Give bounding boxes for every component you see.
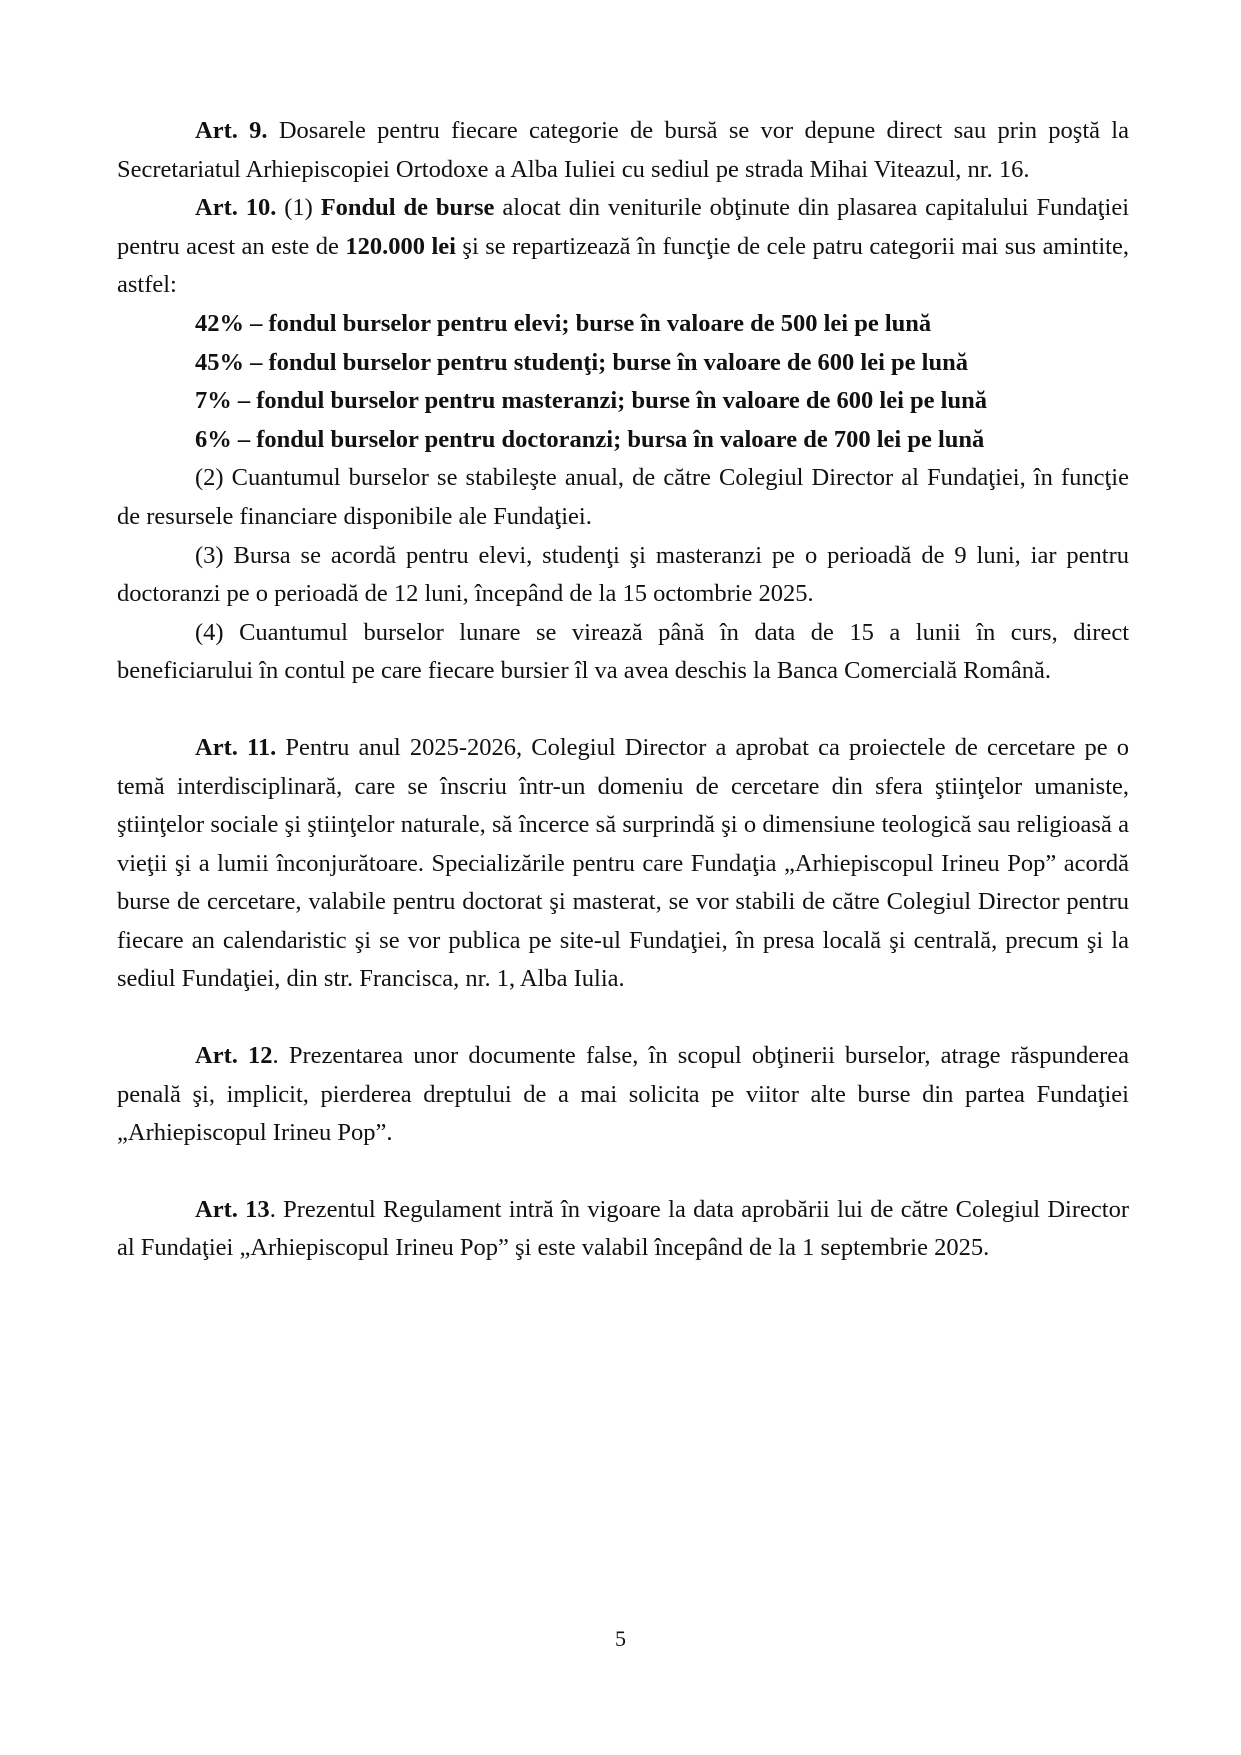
article-13 <box>117 1191 1129 1268</box>
article-13-text: . Prezentul Regulament intră în vigoare la data aprobării lui de către Colegiul Director al Fundaţiei „Arhiepiscopul Irineu Pop” şi este valabil începând de la 1 septembrie 2025. <box>117 1195 1129 1262</box>
article-11-label: Art. 11. <box>195 733 277 761</box>
article-12-text: . Prezentarea unor documente false, în scopul obţinerii burselor, atrage răspunderea penală şi, implicit, pierderea dreptului de a mai solicita pe viitor alte burse din partea Fundaţiei „Arhiepiscopul Irineu Pop”. <box>117 1042 1129 1147</box>
scholarship-fund-term: Fondul de burse <box>320 194 495 222</box>
article-10-label: Art. 10. <box>195 194 277 222</box>
allocation-list <box>117 305 1129 459</box>
article-9-label: Art. 9. <box>195 117 268 144</box>
article-13-label: Art. 13 <box>195 1195 270 1223</box>
fund-amount: 120.000 lei <box>345 232 456 260</box>
article-10-paragraph-3: (3) Bursa se acordă pentru elevi, studenţi şi masteranzi pe o perioadă de 9 luni, iar pentru doctoranzi pe o perioadă de 12 luni, începând de la 15 octombrie 2025. <box>117 541 1129 608</box>
article-10-p1-mid: alocat din veniturile obţinute din plasarea capitalului Fundaţiei pentru acest an este de <box>117 194 1130 260</box>
article-9 <box>117 112 1129 189</box>
spacer <box>117 691 1129 729</box>
allocation-item-doctoranzi: 6% – fondul burselor pentru doctoranzi; bursa în valoare de 700 lei pe lună <box>195 425 985 453</box>
article-12-label: Art. 12 <box>195 1042 273 1070</box>
article-10-paragraph-1 <box>117 189 1129 305</box>
article-10-p1-prefix: (1) <box>276 194 321 222</box>
article-12 <box>117 1037 1129 1153</box>
allocation-item-elevi: 42% – fondul burselor pentru elevi; burse în valoare de 500 lei pe lună <box>195 309 932 337</box>
page-number: 5 <box>615 1626 626 1651</box>
spacer <box>117 999 1129 1037</box>
article-10-paragraph-2: (2) Cuantumul burselor se stabileşte anual, de către Colegiul Director al Fundaţiei, în funcţie de resursele financiare disponibile ale Fundaţiei. <box>117 464 1129 530</box>
article-11-text: Pentru anul 2025-2026, Colegiul Director a aprobat ca proiectele de cercetare pe o temă interdisciplinară, care se înscriu într-un domeniu de cercetare din sfera ştiinţelor umaniste, ştiinţelor sociale şi ştiinţelor naturale, să încerce să surprindă şi o dimensiune teologică sau religioasă a vieţii şi a lumii înconjurătoare. Specializările pentru care Fundaţia „Arhiepiscopul Irineu Pop” acordă burse de cercetare, valabile pentru doctorat şi masterat, se vor stabili de către Colegiul Director pentru fiecare an calendaristic şi se vor publica pe site-ul Fundaţiei, în presa locală şi centrală, precum şi la sediul Fundaţiei, din str. Francisca, nr. 1, Alba Iulia. <box>117 733 1129 993</box>
article-11 <box>117 729 1129 999</box>
document-page <box>117 112 1129 1268</box>
article-10-p1-suffix: şi se repartizează în funcţie de cele patru categorii mai sus amintite, astfel: <box>117 232 1129 299</box>
allocation-item-studenti: 45% – fondul burselor pentru studenţi; burse în valoare de 600 lei pe lună <box>195 348 968 376</box>
article-10-paragraph-4: (4) Cuantumul burselor lunare se virează până în data de 15 a lunii în curs, direct beneficiarului în contul pe care fiecare bursier îl va avea deschis la Banca Comercială Română. <box>117 618 1129 685</box>
article-9-text: Dosarele pentru fiecare categorie de bursă se vor depune direct sau prin poştă la Secretariatul Arhiepiscopiei Ortodoxe a Alba Iuliei cu sediul pe strada Mihai Viteazul, nr. 16. <box>117 117 1129 183</box>
spacer <box>117 1153 1129 1191</box>
allocation-item-masteranzi: 7% – fondul burselor pentru masteranzi; burse în valoare de 600 lei pe lună <box>195 387 987 415</box>
